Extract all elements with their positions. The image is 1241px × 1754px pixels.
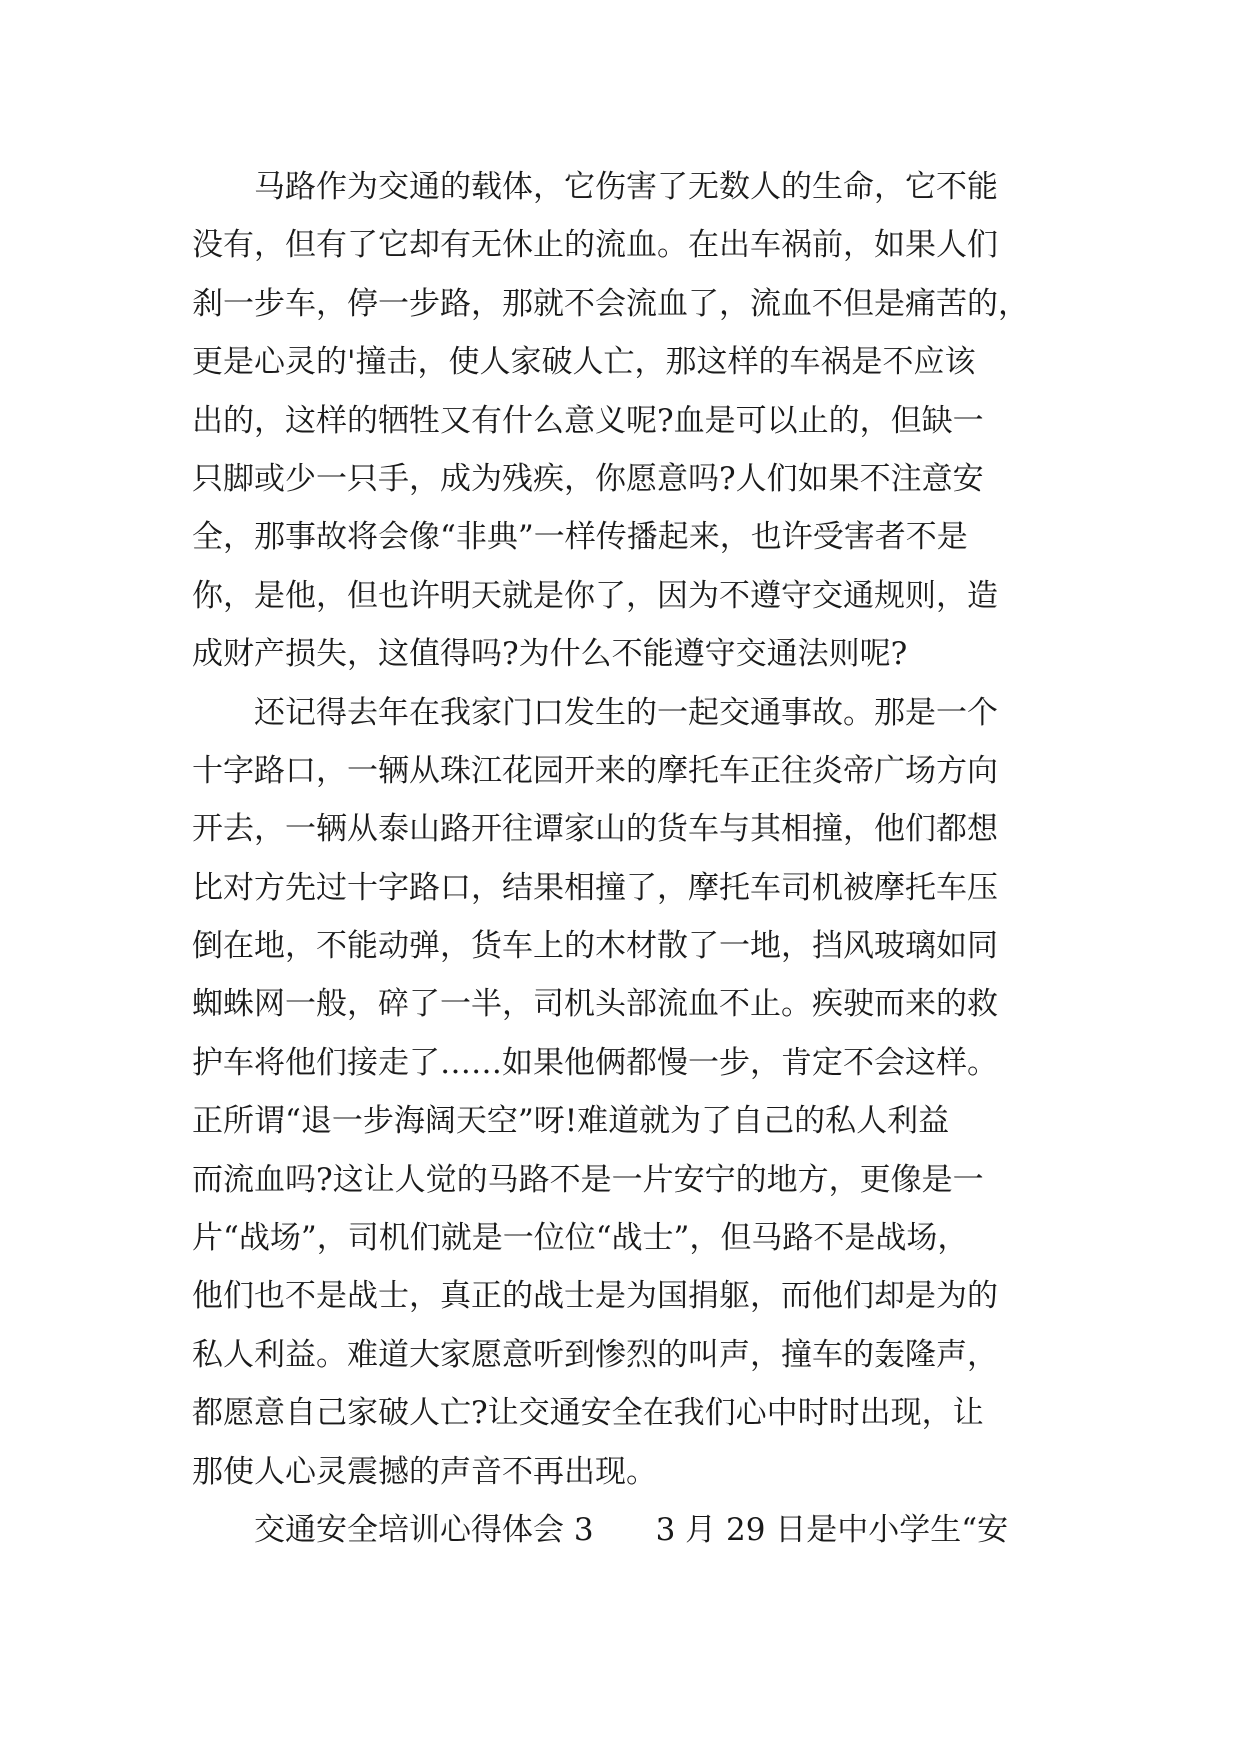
text-line: 那使人心灵震撼的声音不再出现。 (192, 1453, 657, 1490)
text-line: 正所谓“退一步海阔天空”呀!难道就为了自己的私人利益 (192, 1103, 950, 1140)
text-line: 片“战场”，司机们就是一位位“战士”，但马路不是战场， (192, 1220, 969, 1257)
text-line: 马路作为交通的载体，它伤害了无数人的生命，它不能 (192, 169, 998, 205)
body-text (192, 158, 1072, 1559)
text-line: 护车将他们接走了……如果他俩都慢一步，肯定不会这样。 (192, 1044, 998, 1081)
text-line: 十字路口，一辆从珠江花园开来的摩托车正往炎帝广场方向 (192, 752, 998, 789)
text-line: 蜘蛛网一般，碎了一半，司机头部流血不止。疾驶而来的救 (192, 986, 998, 1023)
text-line: 刹一步车，停一步路，那就不会流血了，流血不但是痛苦的， (192, 285, 1029, 322)
text-line: 出的，这样的牺牲又有什么意义呢?血是可以止的，但缺一 (192, 402, 984, 439)
text-line: 都愿意自己家破人亡?让交通安全在我们心中时时出现，让 (192, 1395, 984, 1432)
text-line: 更是心灵的'撞击，使人家破人亡，那这样的车祸是不应该 (192, 344, 976, 381)
text-line: 只脚或少一只手，成为残疾，你愿意吗?人们如果不注意安 (192, 460, 984, 497)
text-line: 他们也不是战士，真正的战士是为国捐躯，而他们却是为的 (192, 1278, 998, 1315)
text-line: 没有，但有了它却有无休止的流血。在出车祸前，如果人们 (192, 227, 998, 264)
text-line: 交通安全培训心得体会 3 3 月 29 日是中小学生“安 (192, 1511, 1009, 1548)
text-line: 全，那事故将会像“非典”一样传播起来，也许受害者不是 (192, 519, 968, 556)
text-line: 你，是他，但也许明天就是你了，因为不遵守交通规则，造 (192, 577, 998, 614)
text-line: 开去，一辆从泰山路开往谭家山的货车与其相撞，他们都想 (192, 811, 998, 848)
text-line: 比对方先过十字路口，结果相撞了，摩托车司机被摩托车压 (192, 869, 998, 906)
text-line: 成财产损失，这值得吗?为什么不能遵守交通法则呢? (192, 636, 908, 673)
text-line: 私人利益。难道大家愿意听到惨烈的叫声，撞车的轰隆声， (192, 1336, 998, 1373)
text-line: 还记得去年在我家门口发生的一起交通事故。那是一个 (192, 694, 998, 731)
text-line: 倒在地，不能动弹，货车上的木材散了一地，挡风玻璃如同 (192, 928, 998, 965)
text-line: 而流血吗?这让人觉的马路不是一片安宁的地方，更像是一 (192, 1161, 984, 1198)
